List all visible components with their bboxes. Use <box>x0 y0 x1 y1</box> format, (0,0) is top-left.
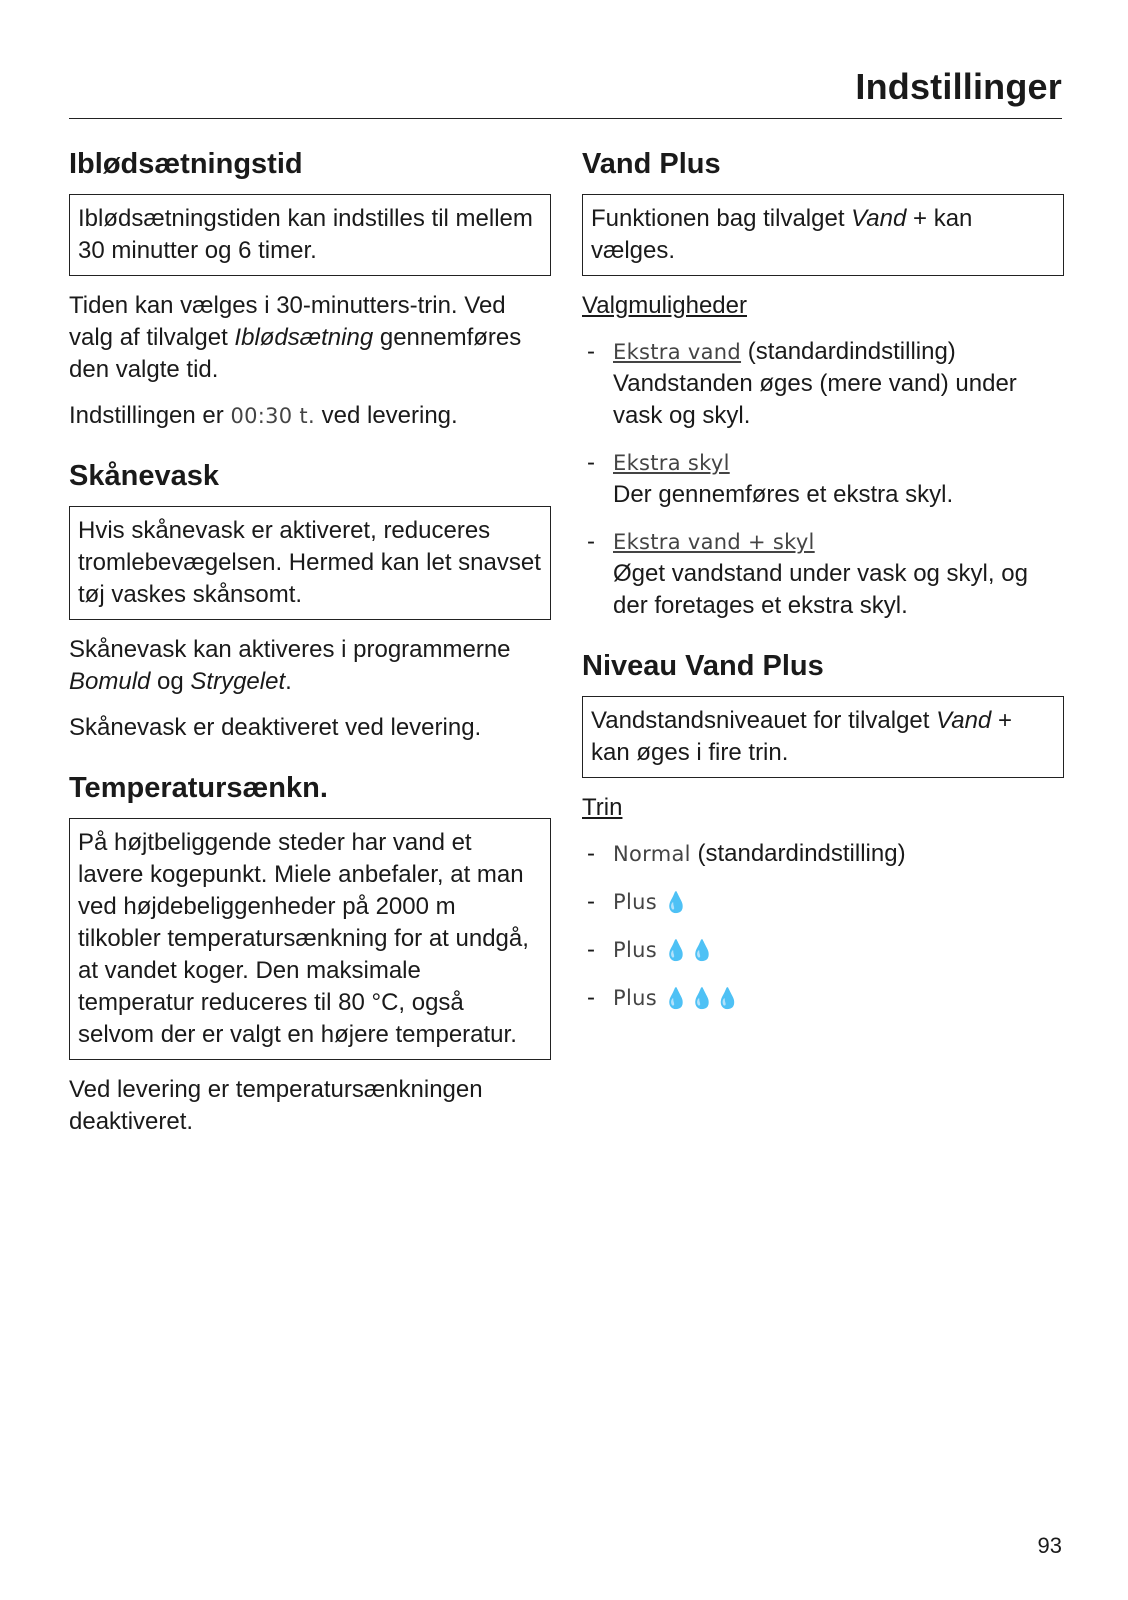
text: (standardindstilling) <box>741 338 956 365</box>
description: Der gennemføres et ekstra skyl. <box>613 481 954 508</box>
list-item <box>582 838 1064 871</box>
list-item <box>582 526 1064 622</box>
display-value: Normal <box>613 842 691 866</box>
text: ved levering. <box>314 402 458 429</box>
section-water-plus <box>582 146 1064 622</box>
paragraph: Skånevask er deaktiveret ved levering. <box>69 714 482 741</box>
section-heading: Niveau Vand Plus <box>582 650 824 682</box>
option-name: Vand <box>936 707 992 734</box>
page-title: Indstillinger <box>855 66 1062 107</box>
display-value: Plus <box>613 890 657 914</box>
text: + kan vælges. <box>591 205 973 264</box>
text: Indstillingen er <box>69 402 231 429</box>
text: Tiden kan vælges i 30-minutters-trin. Ved valg af tilvalget <box>69 292 506 351</box>
section-heading: Vand Plus <box>582 148 721 180</box>
info-box: Hvis skånevask er aktiveret, reduceres tromlebevægelsen. Hermed kan let snavset tøj vaskes skånsomt. <box>69 506 551 620</box>
text: og <box>150 668 191 695</box>
section-heading: Temperatursænkn. <box>69 772 328 804</box>
display-value: Ekstra skyl <box>613 451 730 475</box>
levels-list <box>582 838 1064 1015</box>
program-name: Strygelet <box>190 668 286 695</box>
program-name: Bomuld <box>69 668 151 695</box>
paragraph <box>69 400 551 432</box>
paragraph <box>69 290 551 386</box>
water-drop-icon: 💧 <box>663 892 690 914</box>
description: Vandstanden øges (mere vand) under vask og skyl. <box>613 370 1017 429</box>
section-gentle-wash <box>69 458 551 744</box>
text: Skånevask kan aktiveres i programmerne <box>69 636 511 663</box>
text: Funktionen bag tilvalget <box>591 205 852 232</box>
display-value: Ekstra vand + skyl <box>613 530 815 554</box>
display-value: Plus <box>613 938 657 962</box>
description: Øget vandstand under vask og skyl, og der foretages et ekstra skyl. <box>613 560 1028 619</box>
section-soak-time <box>69 146 551 432</box>
text: + kan øges i fire trin. <box>591 707 1012 766</box>
text: . <box>285 668 292 695</box>
paragraph <box>69 634 551 698</box>
list-item <box>582 982 1064 1015</box>
info-box: På højtbeliggende steder har vand et lavere kogepunkt. Miele anbefaler, at man ved højdebeliggenheder på 2000 m tilkobler temperatursænkning for at undgå, at vandet koger. Den maksimale temperatur reduceres til 80 °C, også selvom der er valgt en højere temperatur. <box>69 818 551 1060</box>
list-item <box>582 934 1064 967</box>
list-item <box>582 336 1064 432</box>
water-drop-icon: 💧💧 <box>663 940 716 962</box>
section-heading: Iblødsætningstid <box>69 148 303 180</box>
left-column <box>69 146 551 1164</box>
water-drop-icon: 💧💧💧 <box>663 988 742 1010</box>
right-column <box>582 146 1064 1041</box>
section-heading: Skånevask <box>69 460 219 492</box>
info-box: Iblødsætningstiden kan indstilles til mellem 30 minutter og 6 timer. <box>69 194 551 276</box>
sub-heading: Valgmuligheder <box>582 292 747 319</box>
option-name: Vand <box>851 205 907 232</box>
page-header <box>69 58 1062 119</box>
paragraph: Ved levering er temperatursænkningen deaktiveret. <box>69 1076 483 1135</box>
text: Vandstandsniveauet for tilvalget <box>591 707 937 734</box>
option-name: Iblødsætning <box>234 324 374 351</box>
display-value: Plus <box>613 986 657 1010</box>
text: (standardindstilling) <box>697 840 906 867</box>
page-number: 93 <box>1037 1533 1062 1558</box>
display-value: 00:30 t. <box>230 404 315 428</box>
options-list <box>582 336 1064 622</box>
info-box <box>582 696 1064 778</box>
list-item <box>582 886 1064 919</box>
section-temperature-reduction <box>69 770 551 1138</box>
sub-heading: Trin <box>582 794 623 821</box>
info-box <box>582 194 1064 276</box>
display-value: Ekstra vand <box>613 340 742 364</box>
text: gennemføres den valgte tid. <box>69 324 522 383</box>
list-item <box>582 447 1064 511</box>
section-water-plus-level <box>582 648 1064 1015</box>
